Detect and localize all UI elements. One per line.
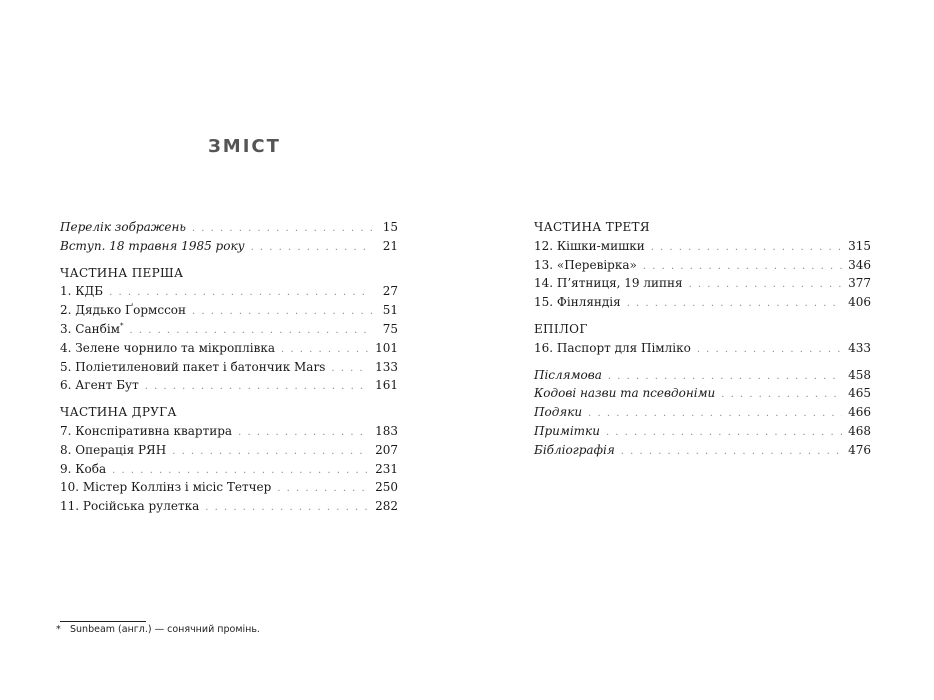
toc-entry-label: 11. Російська рулетка xyxy=(60,499,200,514)
toc-right-column xyxy=(534,218,871,460)
toc-entry-page: 476 xyxy=(848,442,871,457)
toc-entry-page: 183 xyxy=(375,423,398,438)
toc-entry-label: 6. Агент Бут xyxy=(60,378,139,393)
toc-entry-page: 231 xyxy=(375,461,398,476)
toc-entry[interactable] xyxy=(60,478,398,497)
toc-entry[interactable] xyxy=(60,376,398,395)
toc-entry-page: 315 xyxy=(848,238,871,253)
part-heading: ЧАСТИНА ТРЕТЯ xyxy=(534,220,650,234)
toc-entry[interactable] xyxy=(60,422,398,441)
dot-leader xyxy=(251,239,372,258)
toc-entry-label: 15. Фінляндія xyxy=(534,295,621,310)
page-title: ЗМІСТ xyxy=(208,136,281,157)
dot-leader xyxy=(145,378,369,397)
toc-entry-label: 13. «Перевірка» xyxy=(534,257,637,272)
toc-entry-label xyxy=(60,320,124,339)
toc-entry-label: 8. Операція РЯН xyxy=(60,442,167,457)
toc-entry-page: 346 xyxy=(848,257,871,272)
toc-entry[interactable] xyxy=(534,441,871,460)
toc-entry-label: Вступ. 18 травня 1985 року xyxy=(60,238,245,253)
toc-entry[interactable] xyxy=(60,218,398,237)
dot-leader xyxy=(172,443,369,462)
dot-leader xyxy=(192,303,372,322)
dot-leader xyxy=(689,276,843,295)
toc-entry[interactable] xyxy=(60,441,398,460)
toc-entry[interactable] xyxy=(60,358,398,377)
toc-entry-page: 161 xyxy=(375,378,398,393)
toc-entry-label-text: 3. Санбім xyxy=(60,321,120,336)
toc-entry-label: Перелік зображень xyxy=(60,220,186,234)
toc-entry-label: Бібліографія xyxy=(534,442,615,457)
toc-entry[interactable] xyxy=(60,339,398,358)
toc-entry-label: 9. Коба xyxy=(60,461,107,476)
toc-entry-label: 14. П’ятниця, 19 липня xyxy=(534,276,683,291)
toc-entry[interactable] xyxy=(60,301,398,320)
dot-leader xyxy=(627,295,842,314)
toc-entry-label: 16. Паспорт для Пімліко xyxy=(534,340,691,355)
toc-entry-label: 10. Містер Коллінз і місіс Тетчер xyxy=(60,480,272,495)
dot-leader xyxy=(238,424,369,443)
toc-entry-label: Примітки xyxy=(534,423,600,438)
toc-entry[interactable] xyxy=(534,366,871,385)
dot-leader xyxy=(621,443,842,462)
toc-entry-page: 466 xyxy=(848,405,871,420)
dot-leader xyxy=(588,405,842,424)
footnote-marker: * xyxy=(120,321,124,330)
toc-entry[interactable] xyxy=(534,403,871,422)
toc-entry-page: 250 xyxy=(375,480,398,495)
toc-entry-page: 101 xyxy=(375,340,398,355)
toc-entry-page: 458 xyxy=(848,367,871,382)
toc-entry-page: 21 xyxy=(382,238,398,253)
toc-entry[interactable] xyxy=(534,384,871,403)
toc-entry-page: 207 xyxy=(375,442,398,457)
toc-entry-page: 282 xyxy=(375,499,398,514)
toc-entry[interactable] xyxy=(534,422,871,441)
toc-left-column xyxy=(60,218,398,516)
dot-leader xyxy=(721,386,842,405)
toc-entry-page: 51 xyxy=(382,303,398,318)
toc-entry[interactable] xyxy=(534,237,871,256)
toc-entry-label: 5. Поліетиленовий пакет і батончик Mars xyxy=(60,359,326,374)
toc-entry[interactable] xyxy=(534,293,871,312)
dot-leader xyxy=(205,499,369,518)
dot-leader xyxy=(606,424,842,443)
toc-entry-label: 7. Конспіративна квартира xyxy=(60,423,233,438)
toc-entry[interactable] xyxy=(534,339,871,358)
dot-leader xyxy=(651,239,842,258)
toc-entry-page: 75 xyxy=(382,321,398,336)
dot-leader xyxy=(277,480,369,499)
footnote xyxy=(56,624,260,635)
toc-entry-label: Післямова xyxy=(534,367,602,382)
part-heading: ЧАСТИНА ДРУГА xyxy=(60,405,177,420)
dot-leader xyxy=(697,341,842,360)
toc-entry[interactable] xyxy=(60,320,398,339)
toc-entry-page: 406 xyxy=(848,295,871,310)
footnote-text: Sunbeam (англ.) — сонячний промінь. xyxy=(70,624,260,635)
toc-entry-page: 468 xyxy=(848,423,871,438)
toc-entry-page: 465 xyxy=(848,386,871,401)
toc-entry-page: 27 xyxy=(382,284,398,299)
dot-leader xyxy=(331,360,369,379)
toc-entry-label: 4. Зелене чорнило та мікроплівка xyxy=(60,340,276,355)
toc-entry-label: Подяки xyxy=(534,405,583,420)
toc-entry-page: 133 xyxy=(375,359,398,374)
toc-entry[interactable] xyxy=(60,460,398,479)
toc-entry-label: 1. КДБ xyxy=(60,284,104,299)
toc-entry-label: Кодові назви та псевдоніми xyxy=(534,386,716,401)
toc-entry[interactable] xyxy=(60,282,398,301)
toc-entry-page: 433 xyxy=(848,340,871,355)
footnote-rule xyxy=(60,621,146,622)
toc-entry-page: 15 xyxy=(382,220,398,234)
toc-entry[interactable] xyxy=(534,256,871,275)
toc-entry-page: 377 xyxy=(848,276,871,291)
toc-entry[interactable] xyxy=(60,237,398,256)
part-heading: ЕПІЛОГ xyxy=(534,321,588,336)
part-heading: ЧАСТИНА ПЕРША xyxy=(60,265,184,280)
toc-entry[interactable] xyxy=(534,274,871,293)
footnote-star: * xyxy=(56,624,61,635)
toc-entry[interactable] xyxy=(60,497,398,516)
toc-entry-label: 12. Кішки-мишки xyxy=(534,238,645,253)
toc-entry-label: 2. Дядько Ґормссон xyxy=(60,303,187,318)
